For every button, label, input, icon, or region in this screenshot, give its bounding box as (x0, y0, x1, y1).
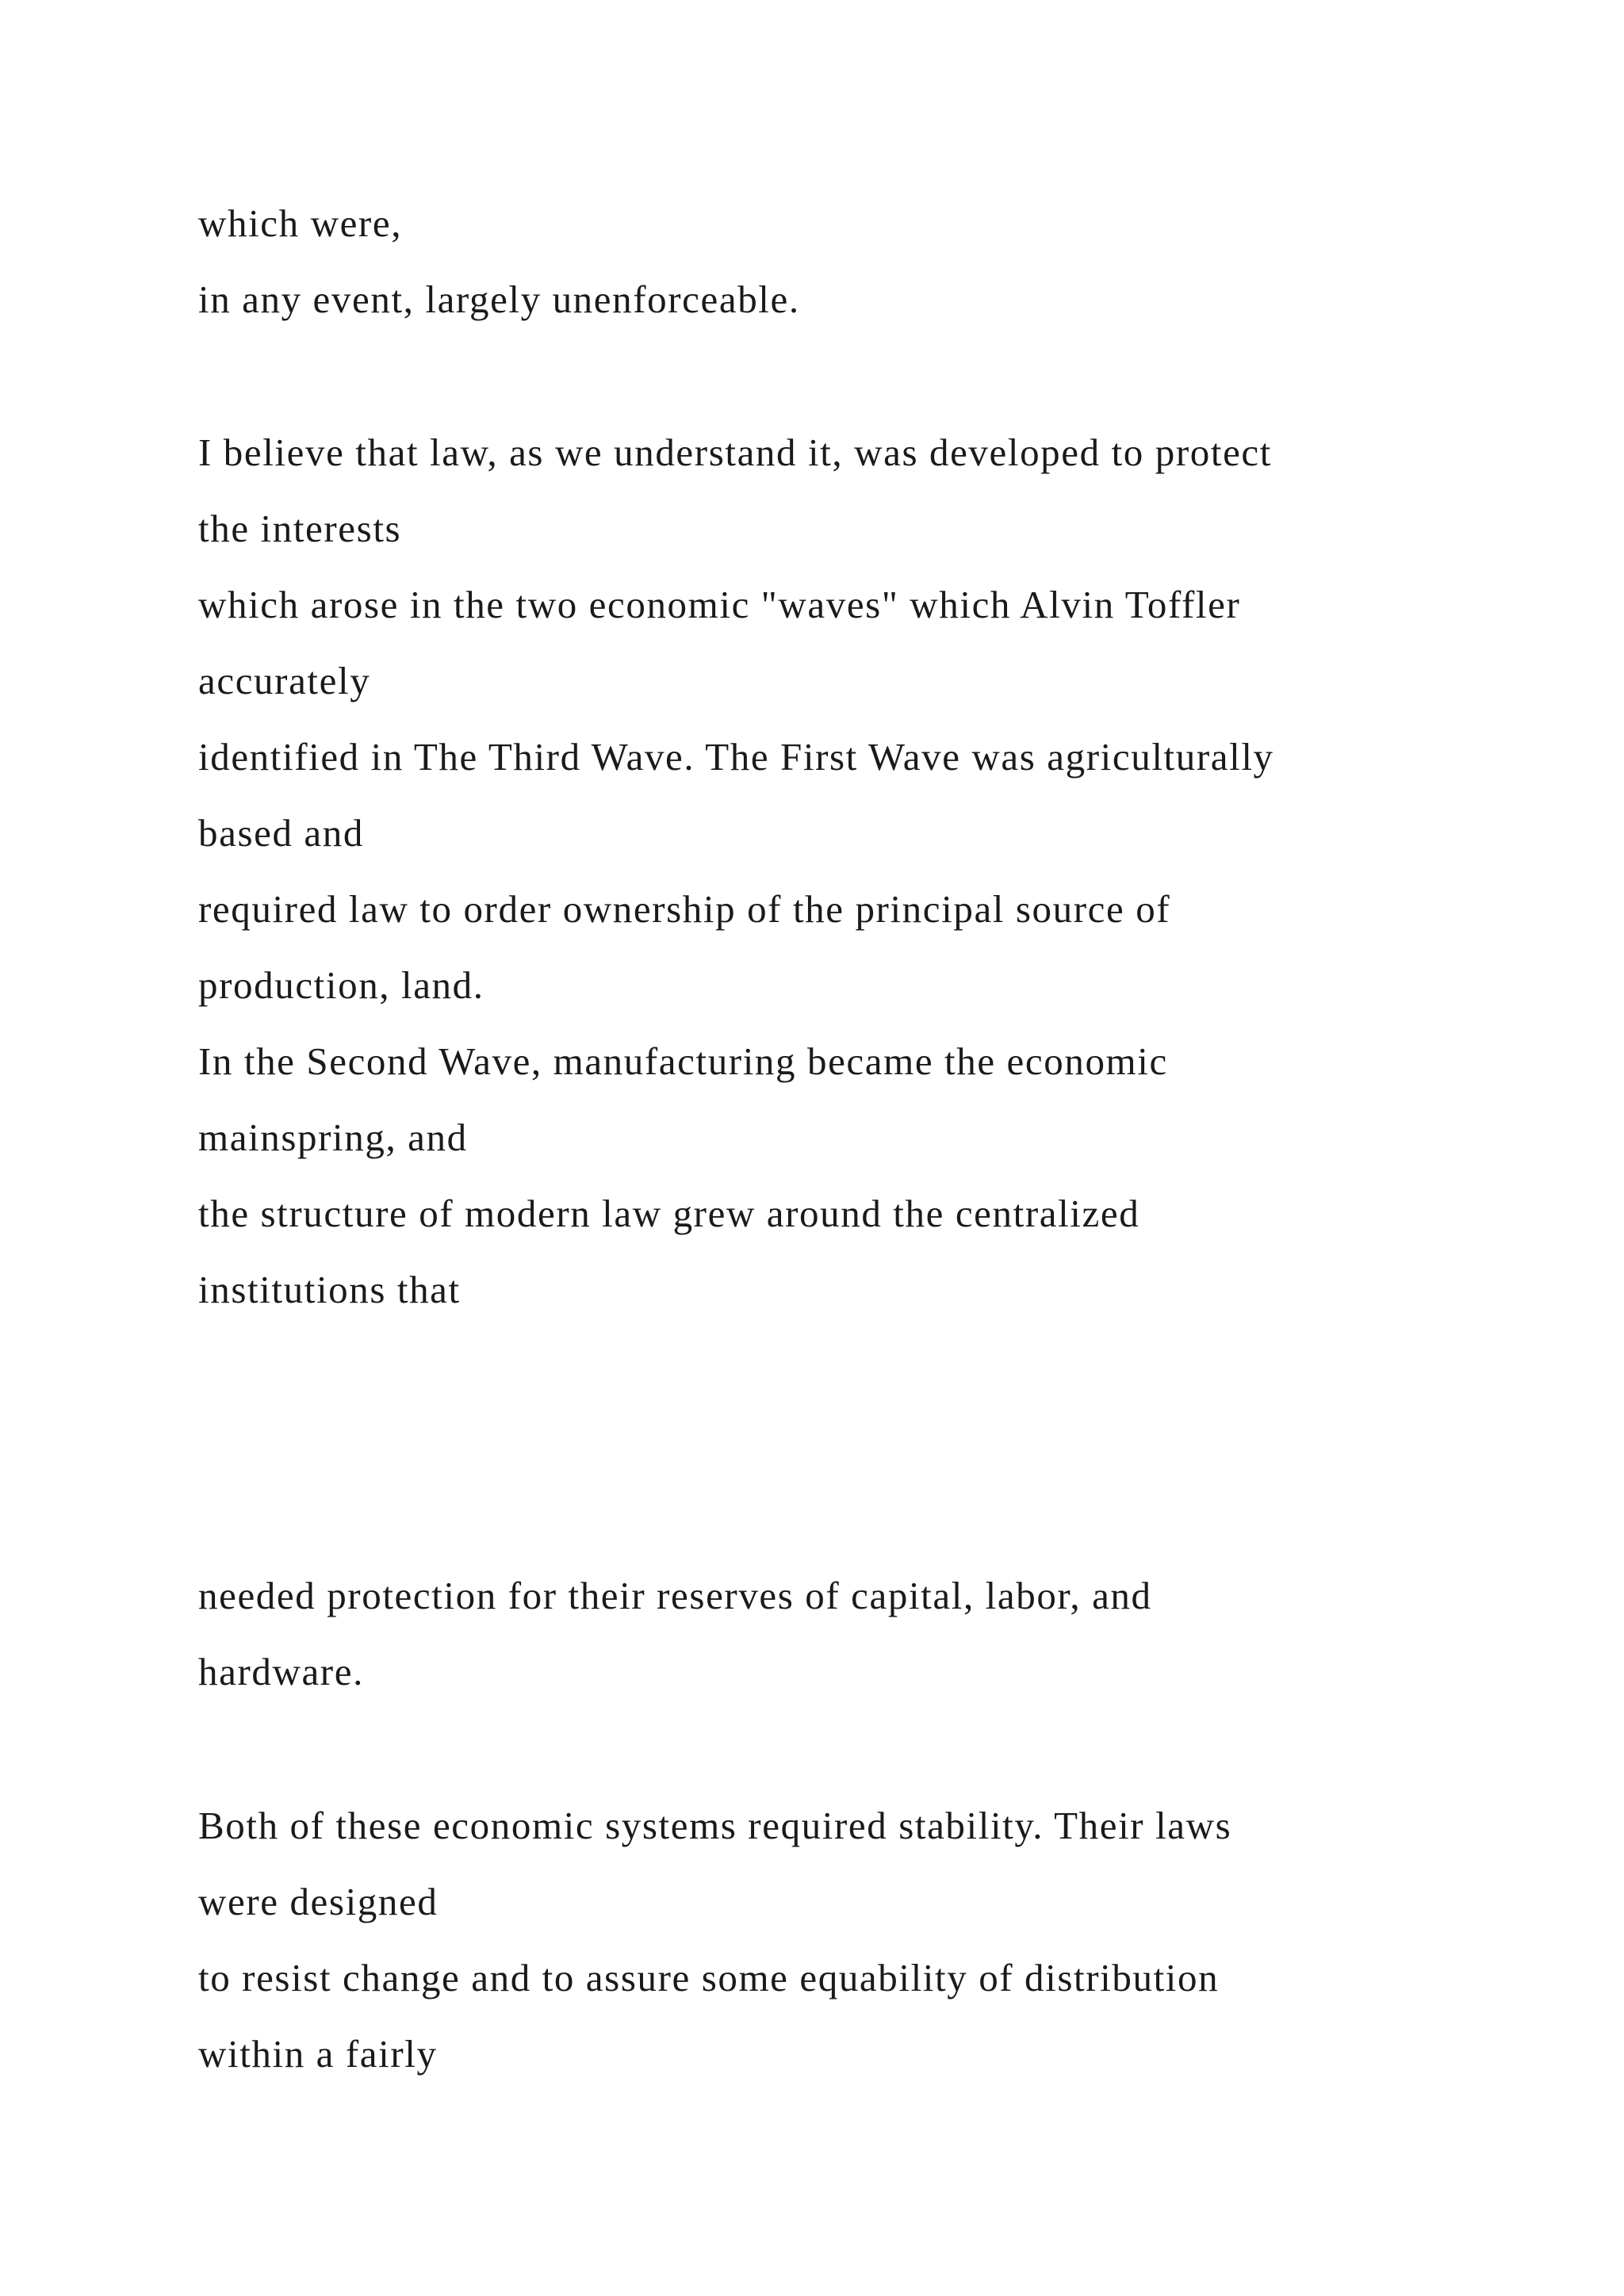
text-line: hardware. (198, 1650, 364, 1693)
text-line: I believe that law, as we understand it, was developed to protect (198, 430, 1272, 474)
text-line: to resist change and to assure some equability of distribution (198, 1956, 1220, 1999)
text-line: institutions that (198, 1268, 461, 1311)
text-line: required law to order ownership of the principal source of (198, 887, 1171, 931)
text-line: identified in The Third Wave. The First Wave was agriculturally (198, 735, 1274, 779)
text-line: the interests (198, 507, 402, 550)
text-line: needed protection for their reserves of capital, labor, and (198, 1574, 1152, 1617)
text-line: were designed (198, 1880, 439, 1923)
text-line: the structure of modern law grew around the centralized (198, 1192, 1140, 1235)
text-line: Both of these economic systems required stability. Their laws (198, 1804, 1232, 1847)
text-line: which were, (198, 201, 403, 245)
text-line: in any event, largely unenforceable. (198, 277, 800, 321)
text-line: based and (198, 811, 364, 855)
text-line: accurately (198, 659, 371, 702)
text-line: In the Second Wave, manufacturing became the economic (198, 1039, 1168, 1083)
text-line: mainspring, and (198, 1115, 468, 1159)
text-line: which arose in the two economic "waves" which Alvin Toffler (198, 583, 1241, 626)
text-line: within a fairly (198, 2032, 438, 2076)
text-line: production, land. (198, 963, 485, 1007)
